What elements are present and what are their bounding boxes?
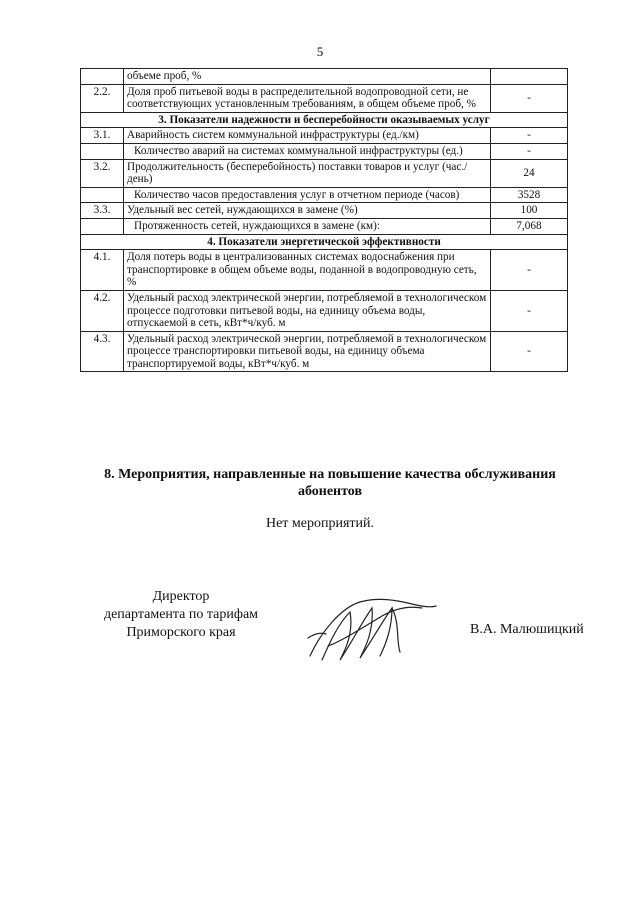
row-number [81,143,124,159]
indicator-value: - [491,143,568,159]
page-number: 5 [316,44,324,59]
table-row [81,128,568,144]
handwritten-signature [300,594,440,666]
signer-name: В.А. Малюшицкий [470,622,584,637]
indicator-value: 100 [491,203,568,219]
row-number: 3.2. [81,159,124,187]
row-number: 3.1. [81,128,124,144]
indicators-table [80,68,568,372]
table-section-header [81,112,568,128]
table-row [81,187,568,203]
row-number: 4.3. [81,331,124,372]
indicator-value: - [491,290,568,331]
row-number [81,187,124,203]
indicator-value: 3528 [491,187,568,203]
indicator-name: Количество часов предоставления услуг в отчетном периоде (часов) [124,187,491,203]
indicator-name: Доля проб питьевой воды в распределительной водопроводной сети, не соответствующих установленным требованиям, в общем объеме проб, % [124,84,491,112]
section-8-heading: 8. Мероприятия, направленные на повышение качества обслуживания абонентов [104,467,556,499]
indicator-name: Удельный вес сетей, нуждающихся в замене (%) [124,203,491,219]
indicator-name: объеме проб, % [124,69,491,85]
indicator-value [491,69,568,85]
row-number: 3.3. [81,203,124,219]
section-title: 3. Показатели надежности и бесперебойности оказываемых услуг [81,112,568,128]
signer-title-line-2: департамента по тарифам [103,607,259,622]
no-measures-text: Нет мероприятий. [265,516,375,531]
table-section-header [81,234,568,250]
signer-title [76,588,286,642]
indicator-value: 24 [491,159,568,187]
row-number [81,218,124,234]
row-number [81,69,124,85]
indicator-name: Количество аварий на системах коммунальной инфраструктуры (ед.) [124,143,491,159]
section-title: 4. Показатели энергетической эффективности [81,234,568,250]
indicator-name: Доля потерь воды в централизованных системах водоснабжения при транспортировке в общем объеме воды, поданной в водопроводную сеть, % [124,250,491,291]
table-row [81,218,568,234]
indicator-value: - [491,331,568,372]
indicator-name: Удельный расход электрической энергии, потребляемой в технологическом процессе транспортировки питьевой воды, на единицу объема транспортируемой воды, кВт*ч/куб. м [124,331,491,372]
table-row [81,331,568,372]
indicator-value: 7,068 [491,218,568,234]
table-row [81,250,568,291]
table-row [81,290,568,331]
indicator-value: - [491,250,568,291]
indicator-name: Продолжительность (бесперебойность) поставки товаров и услуг (час./день) [124,159,491,187]
indicator-value: - [491,84,568,112]
indicator-name: Аварийность систем коммунальной инфраструктуры (ед./км) [124,128,491,144]
indicator-value: - [491,128,568,144]
signer-title-line-3: Приморского края [126,625,236,640]
indicator-name: Протяженность сетей, нуждающихся в замене (км): [124,218,491,234]
table-row [81,159,568,187]
row-number: 2.2. [81,84,124,112]
row-number: 4.2. [81,290,124,331]
table-row [81,143,568,159]
row-number: 4.1. [81,250,124,291]
table-row [81,69,568,85]
table-row [81,203,568,219]
table-row [81,84,568,112]
signer-title-line-1: Директор [152,589,210,604]
indicator-name: Удельный расход электрической энергии, потребляемой в технологическом процессе подготовки питьевой воды, на единицу объема воды, отпускаемой в сеть, кВт*ч/куб. м [124,290,491,331]
